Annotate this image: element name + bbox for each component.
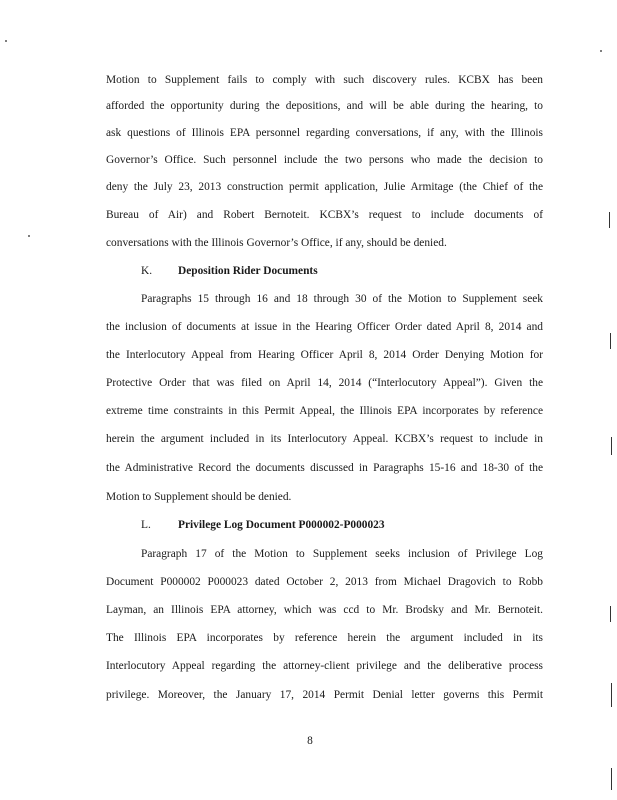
text-line: ask questions of Illinois EPA personnel regarding conversations, if any, with the Illinois — [106, 127, 543, 139]
text-line: Paragraphs 15 through 16 and 18 through 30 of the Motion to Supplement seek — [141, 293, 543, 305]
section-title: Deposition Rider Documents — [178, 265, 318, 277]
page-number: 8 — [307, 735, 313, 747]
text-line: Governor’s Office. Such personnel include the two persons who made the decision to — [106, 154, 543, 166]
text-line: Protective Order that was filed on April 14, 2014 (“Interlocutory Appeal”). Given the — [106, 377, 543, 389]
margin-change-bar — [611, 768, 612, 790]
scan-speck — [28, 235, 30, 237]
margin-change-bar — [610, 606, 611, 622]
text-line: Motion to Supplement fails to comply with such discovery rules. KCBX has been — [106, 74, 543, 86]
scan-speck — [5, 40, 7, 42]
text-line: Paragraph 17 of the Motion to Supplement seeks inclusion of Privilege Log — [141, 548, 543, 560]
section-letter: K. — [141, 265, 153, 277]
text-line: the inclusion of documents at issue in the Hearing Officer Order dated April 8, 2014 and — [106, 321, 543, 333]
text-line: Bureau of Air) and Robert Bernoteit. KCBX’s request to include documents of — [106, 209, 543, 221]
text-line: the Interlocutory Appeal from Hearing Officer April 8, 2014 Order Denying Motion for — [106, 349, 543, 361]
text-line: conversations with the Illinois Governor’s Office, if any, should be denied. — [106, 237, 447, 249]
text-line: Document P000002 P000023 dated October 2, 2013 from Michael Dragovich to Robb — [106, 576, 543, 588]
section-letter: L. — [141, 519, 151, 531]
section-title: Privilege Log Document P000002-P000023 — [178, 519, 385, 531]
text-line: Layman, an Illinois EPA attorney, which was ccd to Mr. Brodsky and Mr. Bernoteit. — [106, 604, 543, 616]
text-line: Interlocutory Appeal regarding the attorney-client privilege and the deliberative process — [106, 660, 543, 672]
text-line: deny the July 23, 2013 construction permit application, Julie Armitage (the Chief of the — [106, 181, 543, 193]
margin-change-bar — [611, 437, 612, 455]
text-line: afforded the opportunity during the depositions, and will be able during the hearing, to — [106, 100, 543, 112]
margin-change-bar — [611, 683, 612, 707]
text-line: the Administrative Record the documents discussed in Paragraphs 15-16 and 18-30 of the — [106, 462, 543, 474]
margin-change-bar — [609, 212, 610, 228]
text-line: extreme time constraints in this Permit Appeal, the Illinois EPA incorporates by reference — [106, 405, 543, 417]
text-line: herein the argument included in its Interlocutory Appeal. KCBX’s request to include in — [106, 433, 543, 445]
scan-speck — [600, 50, 602, 52]
text-line: Motion to Supplement should be denied. — [106, 491, 292, 503]
text-line: The Illinois EPA incorporates by reference herein the argument included in its — [106, 632, 543, 644]
text-line: privilege. Moreover, the January 17, 2014 Permit Denial letter governs this Permit — [106, 689, 543, 701]
margin-change-bar — [610, 333, 611, 349]
